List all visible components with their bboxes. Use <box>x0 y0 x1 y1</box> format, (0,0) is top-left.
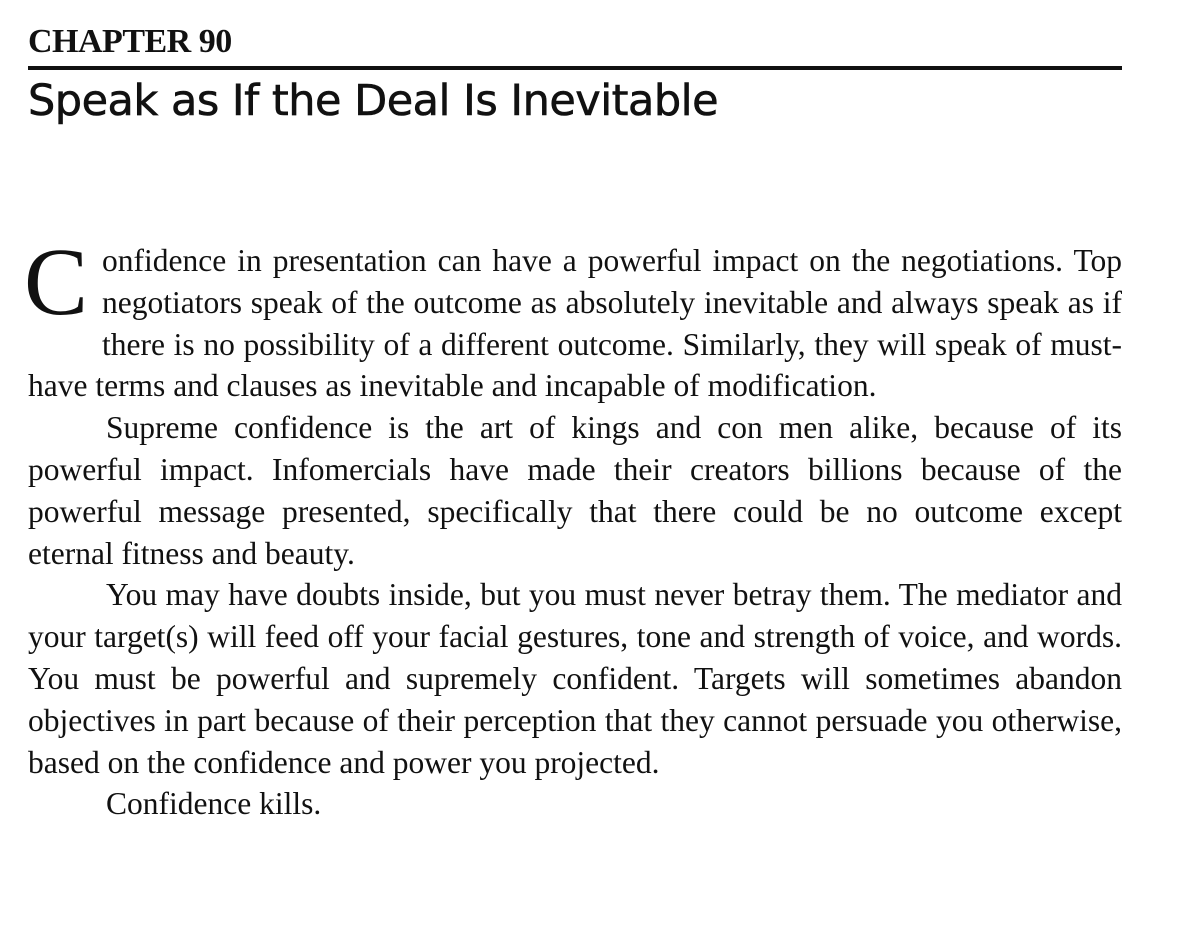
drop-cap-letter: C <box>24 228 89 335</box>
page <box>24 18 1122 822</box>
paragraph-1 <box>24 228 1122 407</box>
paragraph-4: Confidence kills. <box>106 786 322 822</box>
chapter-number: CHAPTER 90 <box>28 23 232 60</box>
chapter-body <box>24 228 1122 825</box>
paragraph-1-text: onfidence in presentation can have a powerful impact on the negotiations. Top negotiators speak of the outcome as absolutely inevitable and always speak as if there is no possibility of a different outcome. Similarly, they will speak of must-have terms and clauses as inevitable and incapable of modification. <box>28 243 1122 404</box>
chapter-title: Speak as If the Deal Is Inevitable <box>28 76 719 126</box>
paragraph-2: Supreme confidence is the art of kings and con men alike, because of its powerful impact. Infomercials have made their creators billions because of the powerful message presented, specifically that there could be no outcome except eternal fitness and beauty. <box>28 410 1122 571</box>
paragraph-3: You may have doubts inside, but you must never betray them. The mediator and your target(s) will feed off your facial gestures, tone and strength of voice, and words. You must be powerful and supremely confident. Targets will sometimes abandon objectives in part because of their perception that they cannot persuade you otherwise, based on the confidence and power you projected. <box>28 577 1122 780</box>
